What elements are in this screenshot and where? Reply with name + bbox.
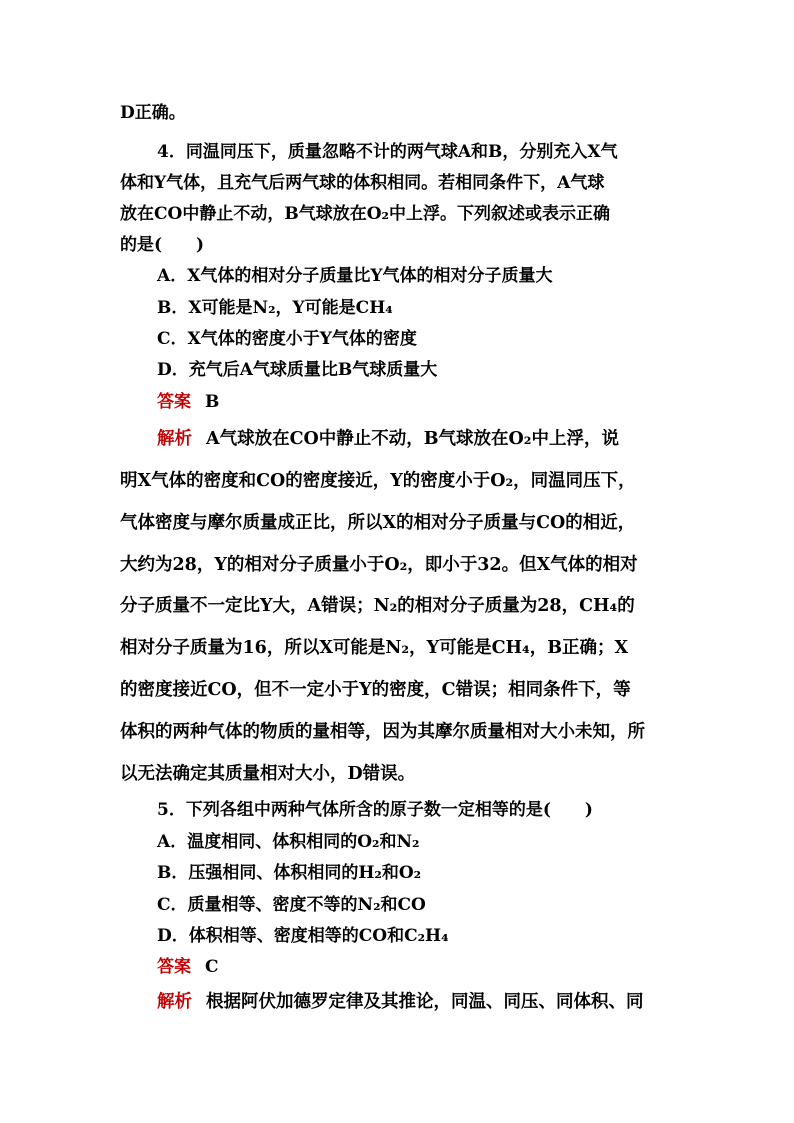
q4-option-a: A．X气体的相对分子质量比Y气体的相对分子质量大 [157,266,553,286]
q4-explanation-line-3: 气体密度与摩尔质量成正比，所以X的相对分子质量与CO的相近， [120,513,636,533]
q5-stem: 5．下列各组中两种气体所含的原子数一定相等的是( ) [157,800,593,820]
answer-value: C [205,957,219,977]
explanation-label: 解析 [157,429,192,449]
q5-option-c: C．质量相等、密度不等的N₂和CO [157,895,426,915]
q5-option-d: D．体积相等、密度相等的CO和C₂H₄ [157,926,449,946]
answer-value: B [205,392,220,412]
q5-option-a: A．温度相同、体积相同的O₂和N₂ [157,832,420,852]
q4-explanation-line-7: 的密度接近CO，但不一定小于Y的密度，C错误；相同条件下，等 [120,680,631,700]
q4-option-c: C．X气体的密度小于Y气体的密度 [157,329,417,349]
q4-explanation-line-1: 解析 A气球放在CO中静止不动，B气球放在O₂中上浮，说 [157,429,619,449]
q4-stem-line-4: 的是( ) [120,235,205,255]
q4-option-b: B．X可能是N₂，Y可能是CH₄ [157,298,393,318]
q5-explanation-line-1: 解析 根据阿伏加德罗定律及其推论，同温、同压、同体积、同 [157,992,644,1012]
q4-option-d: D．充气后A气球质量比B气球质量大 [157,360,438,380]
answer-label: 答案 [157,957,191,977]
q5-answer [157,955,219,979]
q4-stem-line-1: 4．同温同压下，质量忽略不计的两气球A和B，分别充入X气 [157,142,618,162]
q4-answer [157,390,219,414]
q4-explanation-line-8: 体积的两种气体的物质的量相等，因为其摩尔质量相对大小未知，所 [120,722,645,742]
q4-stem-line-2: 体和Y气体，且充气后两气球的体积相同。若相同条件下，A气球 [120,173,605,193]
q4-explanation-line-2: 明X气体的密度和CO的密度接近，Y的密度小于O₂，同温同压下， [120,471,636,491]
q4-explanation-line-5: 分子质量不一定比Y大，A错误；N₂的相对分子质量为28，CH₄的 [120,596,635,616]
q4-explanation-line-9: 以无法确定其质量相对大小，D错误。 [120,764,416,784]
explanation-label: 解析 [157,992,192,1012]
answer-label: 答案 [157,392,191,412]
q4-explanation-line-6: 相对分子质量为16，所以X可能是N₂，Y可能是CH₄，B正确；X [120,638,629,658]
q5-option-b: B．压强相同、体积相同的H₂和O₂ [157,863,422,883]
q3-conclusion: D正确。 [120,103,186,123]
q4-explanation-line-4: 大约为28，Y的相对分子质量小于O₂，即小于32。但X气体的相对 [120,555,638,575]
q4-stem-line-3: 放在CO中静止不动，B气球放在O₂中上浮。下列叙述或表示正确 [120,204,610,224]
